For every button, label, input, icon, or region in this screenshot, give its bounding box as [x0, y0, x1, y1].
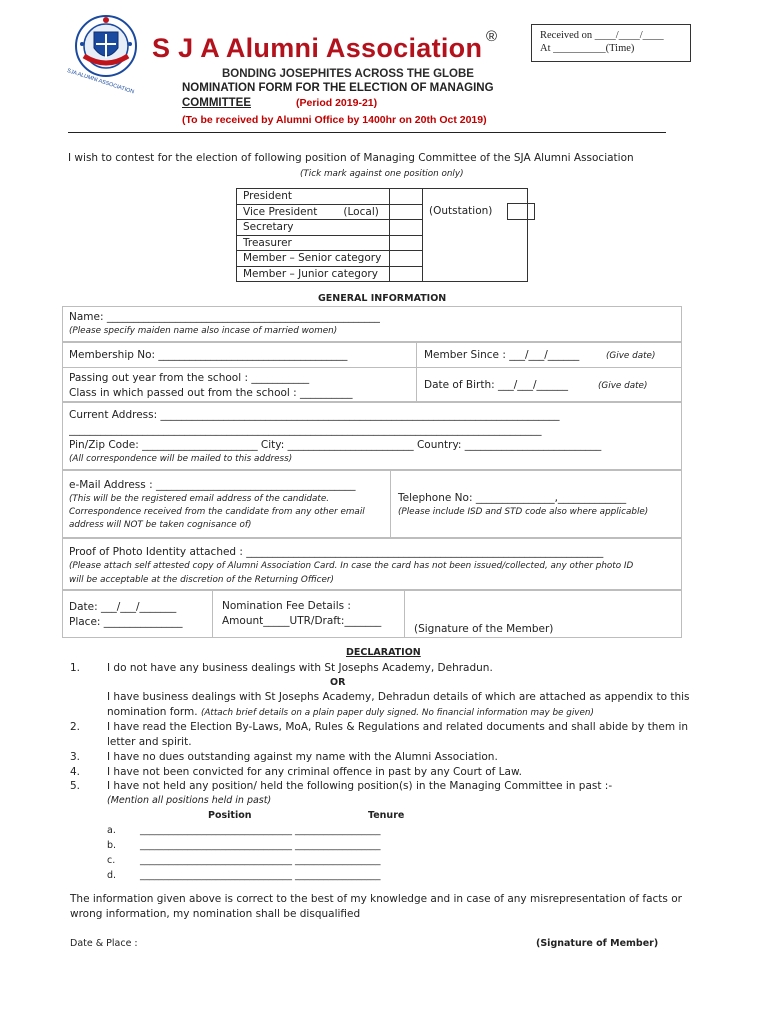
position-vice-president: Vice President [243, 205, 318, 218]
telephone-field[interactable]: Telephone No: _______________,_____________ [398, 492, 627, 504]
sub-label-b: b. [107, 840, 117, 851]
date-fee-divider [212, 590, 213, 638]
sub-label-c: c. [107, 855, 116, 866]
decl-num-5: 5. [70, 780, 81, 792]
decl-num-2: 2. [70, 721, 81, 733]
tick-cell-member-senior[interactable] [390, 251, 423, 267]
header-divider [68, 132, 666, 133]
name-note: (Please specify maiden name also incase of married women) [69, 326, 338, 336]
tagline: BONDING JOSEPHITES ACROSS THE GLOBE [222, 68, 474, 80]
decl-num-4: 4. [70, 766, 81, 778]
pin-city-country[interactable]: Pin/Zip Code: ______________________ City: ________________________ Country: __________________________ [69, 439, 602, 451]
decl-item-5-note: (Mention all positions held in past) [107, 795, 272, 806]
form-title-line2: COMMITTEE [182, 97, 251, 109]
tick-cell-president[interactable] [390, 189, 423, 205]
date-fee-section [62, 590, 682, 638]
decl-item-5: I have not held any position/ held the following position(s) in the Managing Committee in past :- [107, 780, 613, 792]
tick-cell-secretary[interactable] [390, 220, 423, 236]
decl-or: OR [330, 677, 346, 688]
fee-label: Nomination Fee Details : [222, 600, 351, 612]
position-president: President [243, 190, 292, 203]
tick-cell-vice-president-outstation[interactable] [507, 203, 535, 220]
decl-item-1: I do not have any business dealings with St Josephs Academy, Dehradun. [107, 662, 493, 674]
email-field[interactable]: e-Mail Address : ______________________________________ [69, 479, 356, 491]
deadline: (To be received by Alumni Office by 1400hr on 20th Oct 2019) [182, 114, 487, 126]
local-label: (Local) [343, 205, 379, 218]
closing-line-1: The information given above is correct to the best of my knowledge and in case of any misrepresentation of facts or [70, 893, 682, 905]
sub-line-a[interactable]: ________________________________ __________________ [140, 825, 381, 836]
decl-item-4: I have not been convicted for any criminal offence in past by any Court of Law. [107, 766, 522, 778]
membership-hline [62, 367, 682, 368]
member-since-field[interactable]: Member Since : ___/___/______ [424, 349, 580, 361]
sub-label-d: d. [107, 870, 117, 881]
tick-cell-vice-president-local[interactable] [390, 204, 423, 220]
org-name: S J A Alumni Association [152, 33, 483, 63]
decl-item-1b-text: nomination form. [107, 706, 198, 718]
positions-table [236, 188, 528, 282]
intro-statement: I wish to contest for the election of following position of Managing Committee of the SJA Alumni Association [68, 152, 634, 164]
decl-item-2-line1: I have read the Election By-Laws, MoA, Rules & Regulations and related documents and shall abide by them in [107, 721, 689, 733]
name-field[interactable]: Name: ____________________________________________________ [69, 311, 380, 323]
logo-caption: SJA ALUMNI ASSOCIATION [66, 68, 135, 96]
date-place-label: Date & Place : [70, 938, 138, 949]
tick-cell-treasurer[interactable] [390, 235, 423, 251]
tenure-header: Tenure [368, 810, 405, 821]
class-passed-field[interactable]: Class in which passed out from the school : __________ [69, 387, 353, 399]
closing-line-2: wrong information, my nomination shall be disqualified [70, 908, 361, 920]
fee-amount-field[interactable]: Amount_____UTR/Draft:_______ [222, 615, 382, 627]
fee-sig-divider [404, 590, 405, 638]
received-at: At __________(Time) [540, 43, 635, 54]
position-treasurer: Treasurer [243, 236, 292, 249]
position-row[interactable] [237, 189, 528, 205]
outstation-label: (Outstation) [429, 205, 493, 217]
member-signature: (Signature of the Member) [414, 623, 554, 635]
decl-item-1b-note: (Attach brief details on a plain paper duly signed. No financial information may be given) [200, 708, 594, 718]
decl-item-1b-line1: I have business dealings with St Josephs Academy, Dehradun details of which are attached as appendix to this [107, 691, 690, 703]
telephone-note: (Please include ISD and STD code also where applicable) [398, 507, 649, 517]
address-line2[interactable]: __________________________________________________________________________________________ [69, 424, 542, 436]
date-field[interactable]: Date: ___/___/_______ [69, 601, 177, 613]
email-note-3: address will NOT be taken cognisance of) [69, 520, 252, 530]
form-title: NOMINATION FORM FOR THE ELECTION OF MANAGING [182, 82, 494, 94]
membership-divider [416, 342, 417, 402]
position-header: Position [208, 810, 252, 821]
decl-item-3: I have no dues outstanding against my name with the Alumni Association. [107, 751, 498, 763]
declaration-heading: DECLARATION [346, 647, 421, 658]
received-box [531, 24, 691, 62]
member-since-note: (Give date) [606, 351, 656, 361]
dob-field[interactable]: Date of Birth: ___/___/______ [424, 379, 569, 391]
position-member-junior: Member – Junior category [243, 267, 378, 280]
decl-num-3: 3. [70, 751, 81, 763]
decl-num-1: 1. [70, 662, 81, 674]
general-heading: GENERAL INFORMATION [318, 293, 447, 304]
received-on: Received on ____/____/____ [540, 30, 664, 41]
signature-label: (Signature of Member) [536, 938, 659, 949]
registered-mark: ® [486, 28, 498, 45]
sub-line-c[interactable]: ________________________________ __________________ [140, 855, 381, 866]
decl-item-1b-line2 [107, 706, 594, 718]
place-field[interactable]: Place: _______________ [69, 616, 183, 628]
email-note-2: Correspondence received from the candidate from any other email [69, 507, 365, 517]
period: (Period 2019-21) [296, 97, 378, 109]
email-note-1: (This will be the registered email address of the candidate. [69, 494, 330, 504]
position-secretary: Secretary [243, 221, 294, 234]
photo-id-field[interactable]: Proof of Photo Identity attached : ____________________________________________________________________ [69, 546, 604, 558]
address-line1[interactable]: Current Address: ____________________________________________________________________________ [69, 409, 560, 421]
address-note: (All correspondence will be mailed to this address) [69, 454, 293, 464]
position-member-senior: Member – Senior category [243, 252, 382, 265]
tick-cell-member-junior[interactable] [390, 266, 423, 282]
dob-note: (Give date) [598, 381, 648, 391]
photo-id-note-1: (Please attach self attested copy of Alumni Association Card. In case the card has not been issued/collected, any other photo ID [69, 561, 634, 571]
sub-label-a: a. [107, 825, 116, 836]
tick-instruction: (Tick mark against one position only) [300, 169, 464, 179]
membership-no-field[interactable]: Membership No: ____________________________________ [69, 349, 348, 361]
photo-id-note-2: will be acceptable at the discretion of the Returning Officer) [69, 575, 334, 585]
passing-year-field[interactable]: Passing out year from the school : ___________ [69, 372, 310, 384]
email-divider [390, 470, 391, 538]
decl-item-2-line2: letter and spirit. [107, 736, 192, 748]
sub-line-b[interactable]: ________________________________ __________________ [140, 840, 381, 851]
sub-line-d[interactable]: ________________________________ __________________ [140, 870, 381, 881]
